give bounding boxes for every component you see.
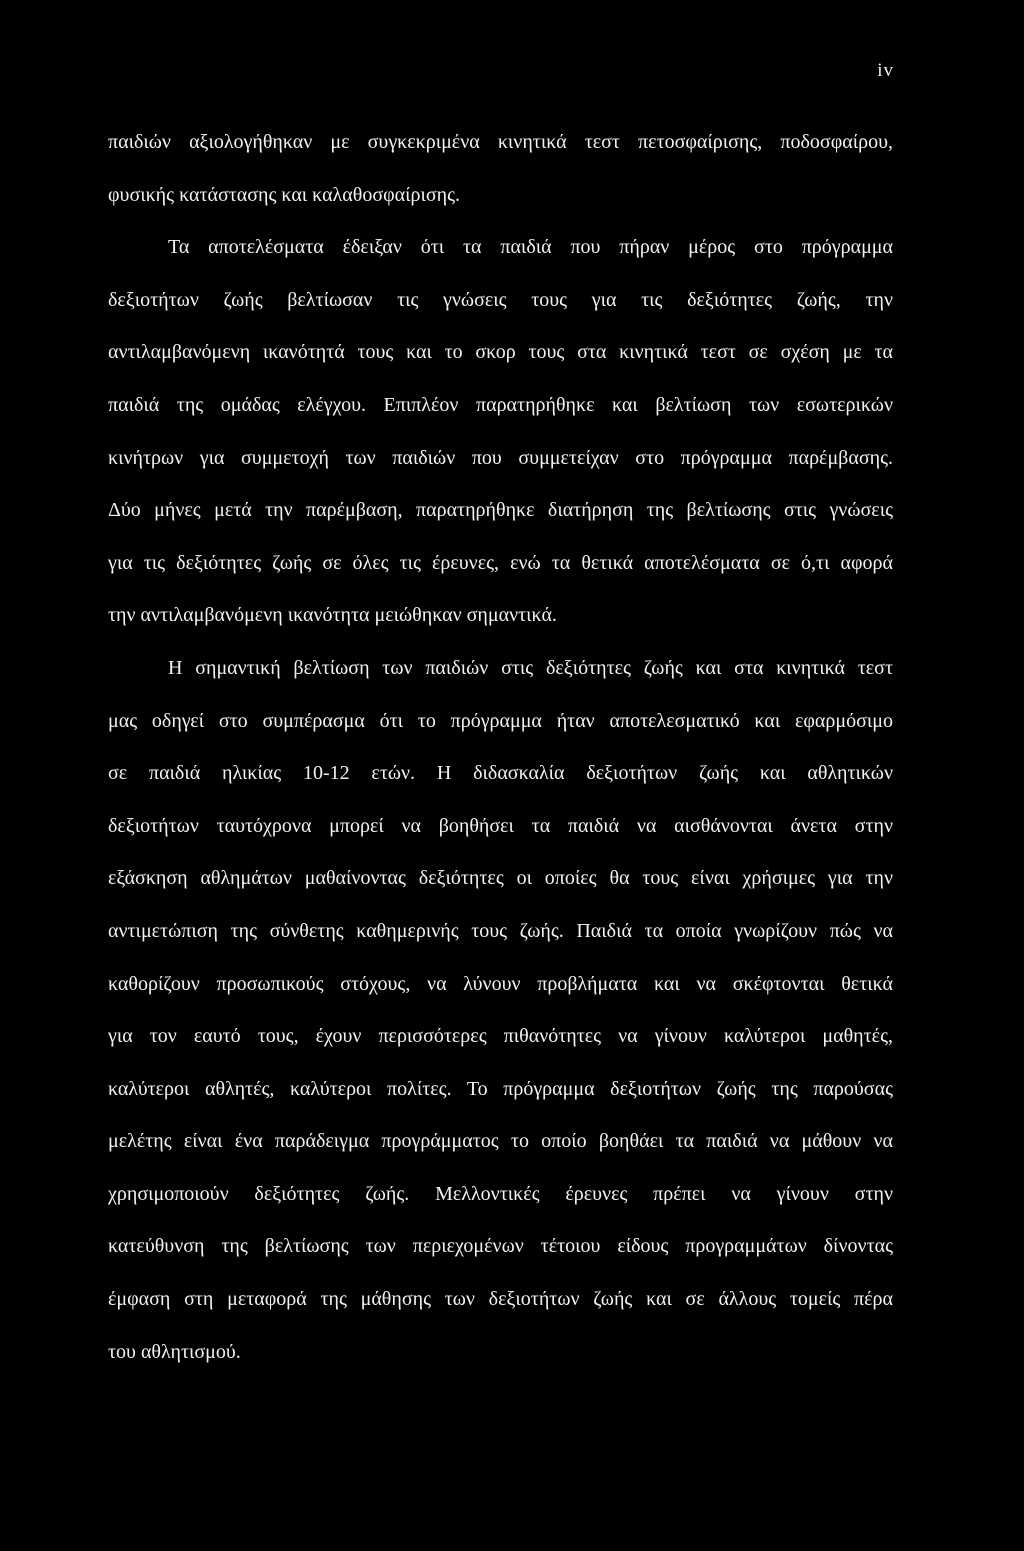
text-line: Η σημαντική βελτίωση των παιδιών στις δεξιότητες ζωής και στα κινητικά τεστ <box>168 656 893 679</box>
text-line: καθορίζουν προσωπικούς στόχους, να λύνουν προβλήματα και να σκέφτονται θετικά <box>108 972 893 995</box>
text-line: αντιλαμβανόμενη ικανότητά τους και το σκορ τους στα κινητικά τεστ σε σχέση με τα <box>108 341 893 364</box>
text-line: του αθλητισμού. <box>108 1340 241 1363</box>
text-line: κινήτρων για συμμετοχή των παιδιών που συμμετείχαν στο πρόγραμμα παρέμβασης. <box>108 446 893 469</box>
text-line: αντιμετώπιση της σύνθετης καθημερινής τους ζωής. Παιδιά τα οποία γνωρίζουν πώς να <box>108 919 893 942</box>
text-line: παιδιών αξιολογήθηκαν με συγκεκριμένα κινητικά τεστ πετοσφαίρισης, ποδοσφαίρου, <box>108 131 893 153</box>
text-line: σε παιδιά ηλικίας 10-12 ετών. Η διδασκαλία δεξιοτήτων ζωής και αθλητικών <box>108 762 893 785</box>
text-line: χρησιμοποιούν δεξιότητες ζωής. Μελλοντικές έρευνες πρέπει να γίνουν στην <box>108 1182 893 1205</box>
text-line: για τον εαυτό τους, έχουν περισσότερες πιθανότητες να γίνουν καλύτεροι μαθητές, <box>108 1025 893 1048</box>
text-line: Δύο μήνες μετά την παρέμβαση, παρατηρήθηκε διατήρηση της βελτίωσης στις γνώσεις <box>108 499 893 522</box>
text-line: μελέτης είναι ένα παράδειγμα προγράμματος το οποίο βοηθάει τα παιδιά να μάθουν να <box>108 1130 893 1153</box>
text-line: δεξιοτήτων ζωής βελτίωσαν τις γνώσεις τους για τις δεξιότητες ζωής, την <box>108 288 893 311</box>
text-line: κατεύθυνση της βελτίωσης των περιεχομένων τέτοιου είδους προγραμμάτων δίνοντας <box>108 1235 893 1258</box>
text-line: μας οδηγεί στο συμπέρασμα ότι το πρόγραμμα ήταν αποτελεσματικό και εφαρμόσιμο <box>108 709 893 732</box>
text-line: την αντιλαμβανόμενη ικανότητα μειώθηκαν σημαντικά. <box>108 604 557 627</box>
text-line: δεξιοτήτων ταυτόχρονα μπορεί να βοηθήσει τα παιδιά να αισθάνονται άνετα στην <box>108 814 893 837</box>
text-line: Τα αποτελέσματα έδειξαν ότι τα παιδιά που πήραν μέρος στο πρόγραμμα <box>168 236 893 259</box>
text-line: έμφαση στη μεταφορά της μάθησης των δεξιοτήτων ζωής και σε άλλους τομείς πέρα <box>108 1288 893 1311</box>
text-line: παιδιά της ομάδας ελέγχου. Επιπλέον παρατηρήθηκε και βελτίωση των εσωτερικών <box>108 393 893 416</box>
page-number: iv <box>877 60 894 81</box>
text-line: φυσικής κατάστασης και καλαθοσφαίρισης. <box>108 183 461 206</box>
text-line: εξάσκηση αθλημάτων μαθαίνοντας δεξιότητες οι οποίες θα τους είναι χρήσιμες για την <box>108 867 893 890</box>
body-text <box>108 116 893 1378</box>
text-line: για τις δεξιότητες ζωής σε όλες τις έρευνες, ενώ τα θετικά αποτελέσματα σε ό,τι αφορά <box>108 551 893 574</box>
text-line: καλύτεροι αθλητές, καλύτεροι πολίτες. Το πρόγραμμα δεξιοτήτων ζωής της παρούσας <box>108 1077 893 1100</box>
